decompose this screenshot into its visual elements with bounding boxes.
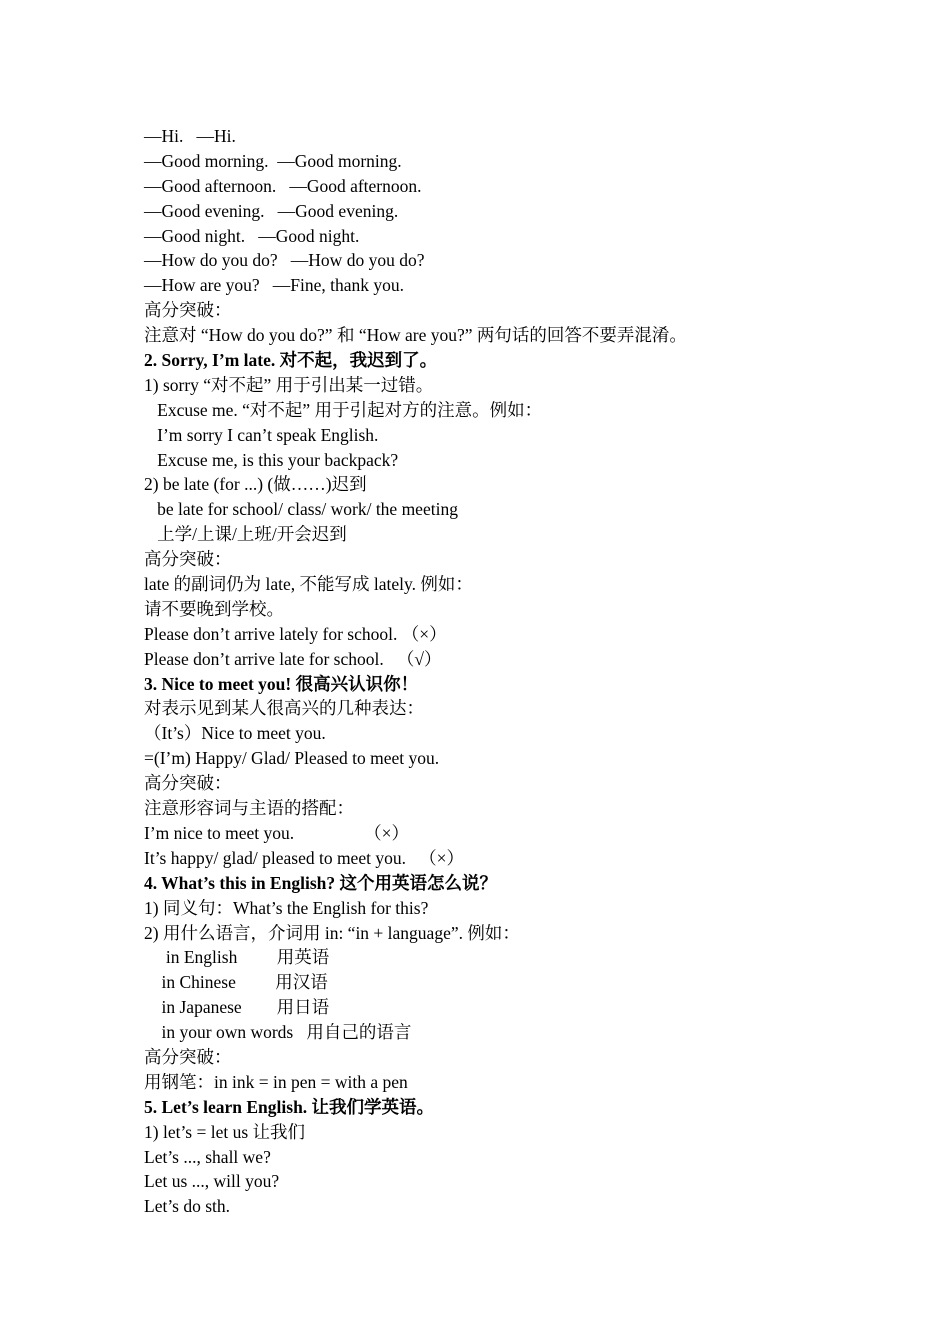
- text-line: 1) sorry “对不起” 用于引出某一过错。: [144, 374, 434, 395]
- text-line: Let’s ..., shall we?: [144, 1146, 271, 1167]
- text-line: 请不要晚到学校。: [144, 598, 284, 619]
- text-line: —Good night. —Good night.: [144, 225, 360, 246]
- text-line: 2) be late (for ...) (做……)迟到: [144, 474, 367, 495]
- text-line: Let us ..., will you?: [144, 1171, 280, 1192]
- text-line: —How are you? —Fine, thank you.: [144, 275, 405, 296]
- text-line: —Good afternoon. —Good afternoon.: [144, 175, 422, 196]
- text-line: It’s happy/ glad/ pleased to meet you. （×）: [144, 847, 464, 868]
- text-line: 2) 用什么语言，介词用 in: “in + language”. 例如：: [144, 922, 520, 943]
- text-line: I’m sorry I can’t speak English.: [144, 424, 379, 445]
- section-heading: 5. Let’s learn English. 让我们学英语。: [144, 1096, 435, 1117]
- text-line: 1) let’s = let us 让我们: [144, 1121, 306, 1142]
- text-line: in Chinese 用汉语: [144, 972, 328, 993]
- document-body: [144, 124, 864, 1219]
- text-line: 对表示见到某人很高兴的几种表达：: [144, 698, 424, 719]
- text-line: Let’s do sth.: [144, 1196, 231, 1217]
- text-line: in your own words 用自己的语言: [144, 1022, 412, 1043]
- text-line: 高分突破：: [144, 773, 232, 794]
- text-line: —Hi. —Hi.: [144, 126, 236, 146]
- text-line: 注意对 “How do you do?” 和 “How are you?” 两句话的回答不要弄混淆。: [144, 325, 687, 346]
- section-heading: 4. What’s this in English? 这个用英语怎么说？: [144, 872, 497, 893]
- text-line: —How do you do? —How do you do?: [144, 250, 425, 271]
- text-line: Please don’t arrive lately for school. （×）: [144, 623, 447, 644]
- text-line: 1) 同义句：What’s the English for this?: [144, 897, 429, 918]
- text-line: late 的副词仍为 late, 不能写成 lately. 例如：: [144, 574, 473, 595]
- text-line: —Good evening. —Good evening.: [144, 200, 399, 221]
- text-line: 高分突破：: [144, 1046, 232, 1067]
- text-line: Excuse me, is this your backpack?: [144, 449, 399, 470]
- text-line: in Japanese 用日语: [144, 997, 330, 1018]
- text-line: 上学/上课/上班/开会迟到: [144, 524, 347, 545]
- section-heading: 3. Nice to meet you! 很高兴认识你！: [144, 673, 419, 694]
- text-line: in English 用英语: [144, 947, 330, 968]
- text-line: I’m nice to meet you. （×）: [144, 822, 410, 843]
- section-heading: 2. Sorry, I’m late. 对不起，我迟到了。: [144, 350, 438, 371]
- text-line: 注意形容词与主语的搭配：: [144, 798, 354, 819]
- text-line: be late for school/ class/ work/ the meeting: [144, 499, 458, 520]
- text-line: 高分突破：: [144, 300, 232, 321]
- text-line: Excuse me. “对不起” 用于引起对方的注意。例如：: [144, 399, 543, 420]
- text-line: 用钢笔：in ink = in pen = with a pen: [144, 1071, 408, 1092]
- text-line: —Good morning. —Good morning.: [144, 150, 402, 171]
- text-line: 高分突破：: [144, 549, 232, 570]
- text-line: Please don’t arrive late for school. （√）: [144, 648, 442, 669]
- text-line: =(I’m) Happy/ Glad/ Pleased to meet you.: [144, 748, 440, 769]
- text-line: （It’s）Nice to meet you.: [144, 723, 326, 744]
